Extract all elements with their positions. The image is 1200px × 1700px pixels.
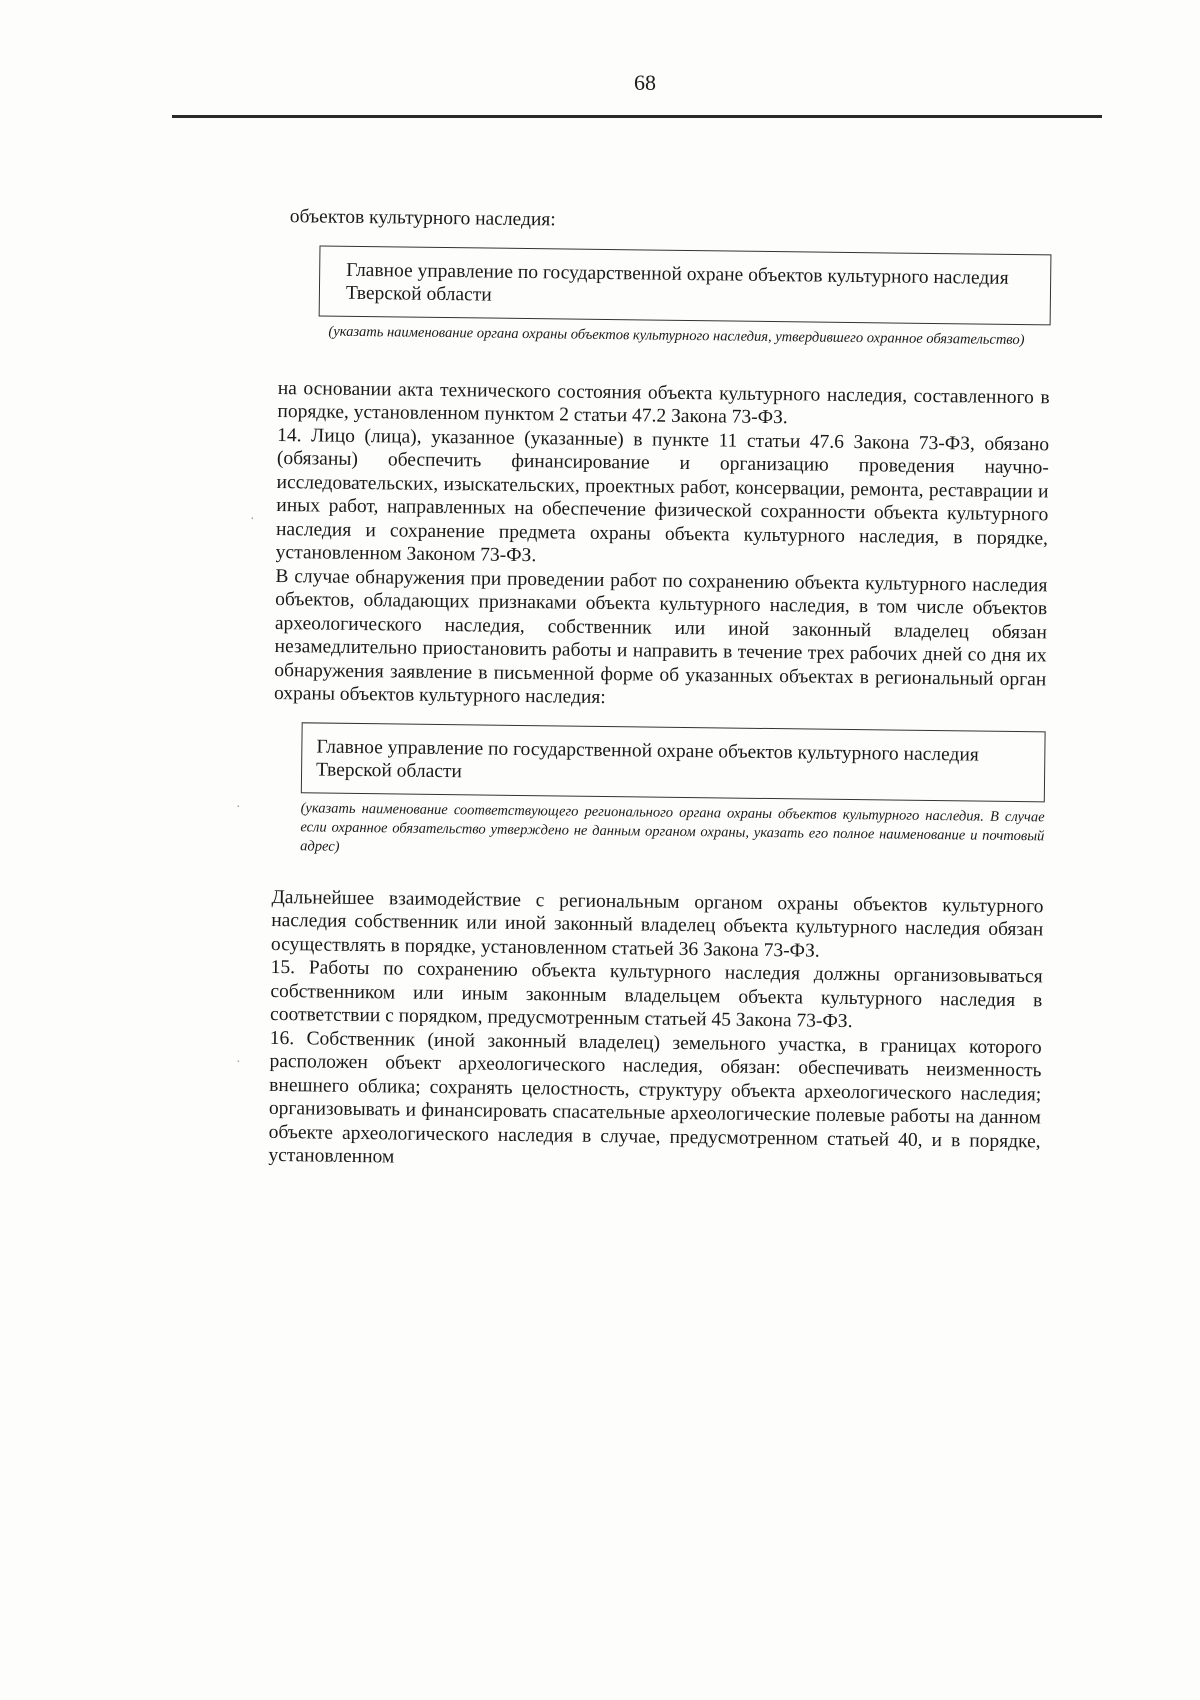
paragraph-16: 16. Собственник (иной законный владелец) земельного участка, в границах которого расположен объект археологического наследия, обязан: обеспечивать неизменность внешнего облика; сохранять целостность, структуру объекта археологического наследия; организовывать и финансировать спасательные археологические полевые работы на данном объекте археологического наследия в случае, предусмотренном статьей 40, и в порядке, установленном — [268, 1027, 1042, 1168]
authority-box-1-caption: (указать наименование органа охраны объектов культурного наследия, утвердившего охранное обязательство) — [328, 323, 1025, 348]
intro-line: объектов культурного наследия: — [289, 206, 556, 231]
page-number: 68 — [634, 70, 656, 95]
paragraph-discovery: В случае обнаружения при проведении работ по сохранению объекта культурного наследия объектов, обладающих признаками объекта культурного наследия, в том числе объектов археологического наследия, собственник или иной законный владелец обязан незамедлительно приостановить работы и направить в течение трех рабочих дней со дня их обнаружения заявление в письменной форме об указанных объектах в региональный орган охраны объектов культурного наследия: — [273, 565, 1048, 709]
authority-box-2: Главное управление по государственной охране объектов культурного наследия Тверской области — [301, 722, 1046, 802]
paragraph-14: 14. Лицо (лица), указанное (указанные) в пункте 11 статьи 47.6 Закона 73-ФЗ, обязано (обязаны) обеспечить финансирование и организацию проведения научно-исследовательских, изыскательских, проектных работ, консервации, ремонта, реставрации и иных работ, направленных на обеспечение физической сохранности объекта культурного наследия и сохранение предмета охраны объекта культурного наследия, в порядке, установленном Законом 73-ФЗ. — [275, 424, 1050, 567]
authority-box-2-caption: (указать наименование соответствующего регионального органа охраны объектов культурного наследия. В случае если охранное обязательство утверждено не данным органом охраны, указать его полное наименование и почтовый адрес) — [300, 799, 1045, 855]
authority-box-1: Главное управление по государственной охране объектов культурного наследия Тверской области — [319, 245, 1052, 325]
document-body — [268, 205, 1052, 1177]
header-rule — [172, 115, 1102, 118]
paragraph-15: 15. Работы по сохранению объекта культурного наследия должны организовываться собственником или иным законным владельцем объекта культурного наследия в соответствии с порядком, предусмотренным статьей 45 Закона 73-ФЗ. — [269, 956, 1043, 1033]
scan-artifact-mark: · — [250, 512, 255, 527]
scan-artifact-mark: · — [236, 1055, 241, 1070]
paragraph-technical-state: на основании акта технического состояния объекта культурного наследия, составленного в порядке, установленном пунктом 2 статьи 47.2 Закона 73-ФЗ. — [277, 377, 1050, 429]
paragraph-further-interaction: Дальнейшее взаимодействие с региональным органом охраны объектов культурного наследия собственник или иной законный владелец объекта культурного наследия обязан осуществлять в порядке, установленном статьей 36 Закона 73-ФЗ. — [270, 886, 1044, 962]
scan-artifact-mark: · — [236, 800, 241, 815]
